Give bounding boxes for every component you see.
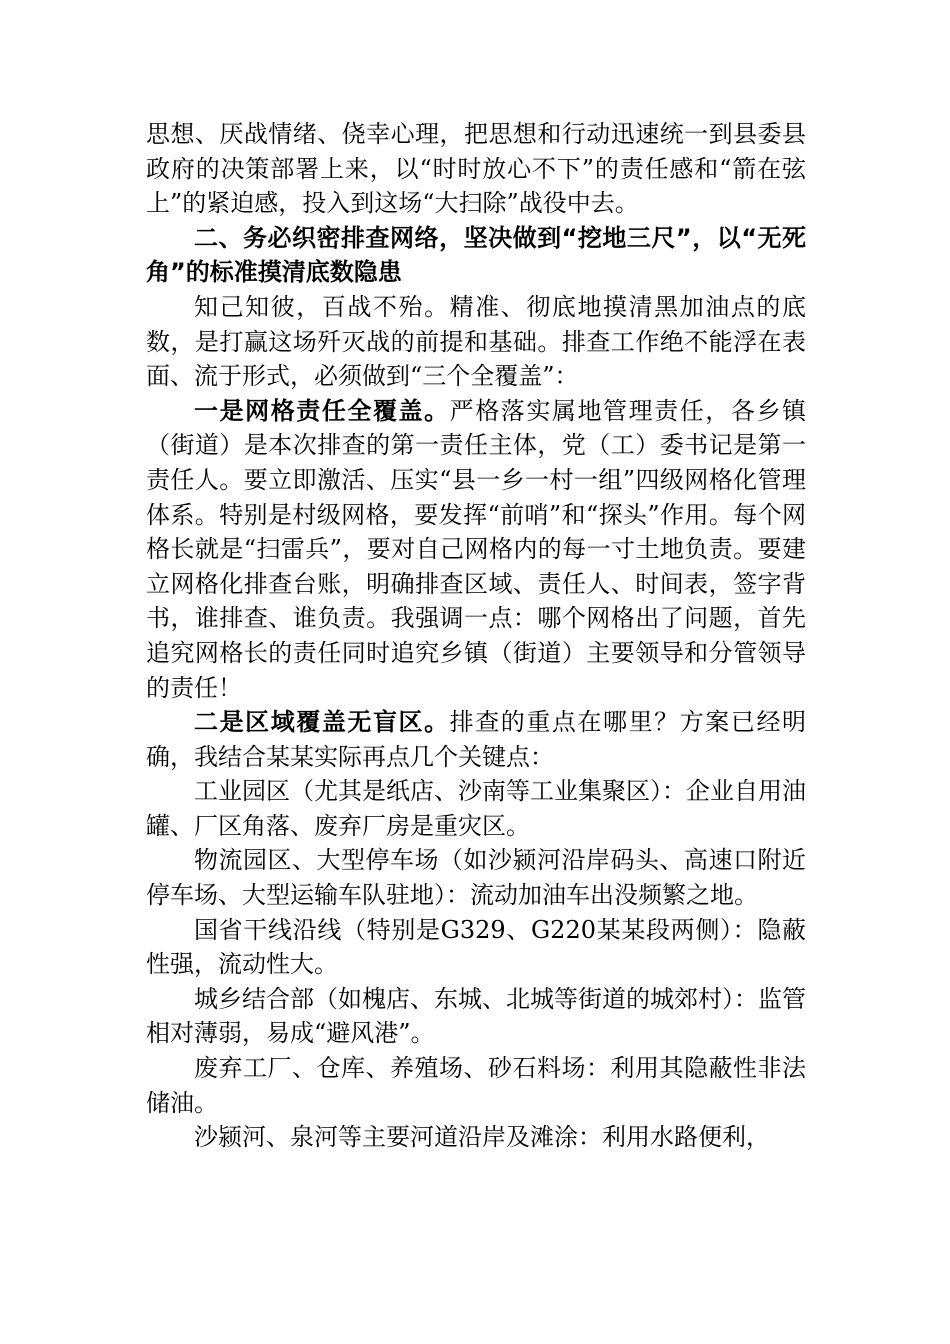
paragraph-text: 严格落实属地管理责任，各乡镇（街道）是本次排查的第一责任主体，党（工）委书记是第一责任人。要立即激活、压实“县一乡一村一组”四级网格化管理体系。特别是村级网格，要发挥“前哨”和“探头”作用。每个网格长就是“扫雷兵”，要对自己网格内的每一寸土地负责。要建立网格化排查台账，明确排查区域、责任人、时间表，签字背书，谁排查、谁负责。我强调一点：哪个网格出了问题，首先追究网格长的责任同时追究乡镇（街道）主要领导和分管领导的责任！ bbox=[146, 396, 807, 702]
paragraph-grid-responsibility bbox=[146, 394, 806, 705]
paragraph-area-coverage bbox=[146, 705, 806, 774]
paragraph-continuation: 思想、厌战情绪、侥幸心理，把思想和行动迅速统一到县委县政府的决策部署上来，以“时时放心不下”的责任感和“箭在弦上”的紧迫感，投入到这场“大扫除”战役中去。 bbox=[146, 120, 806, 218]
paragraph-rivers: 沙颍河、泉河等主要河道沿岸及滩涂：利用水路便利， bbox=[194, 1123, 770, 1152]
paragraph-abandoned-sites: 废弃工厂、仓库、养殖场、砂石料场：利用其隐蔽性非法储油。 bbox=[146, 1054, 806, 1117]
document-body bbox=[146, 117, 806, 1155]
paragraph-logistics-parks: 物流园区、大型停车场（如沙颍河沿岸码头、高速口附近停车场、大型运输车队驻地）：流动加油车出没频繁之地。 bbox=[146, 846, 806, 910]
paragraph-industrial-parks: 工业园区（尤其是纸店、沙南等工业集聚区）：企业自用油罐、厂区角落、废弃厂房是重灾区。 bbox=[146, 777, 806, 840]
paragraph-highways: 国省干线沿线（特别是G329、G220某某段两侧）：隐蔽性强，流动性大。 bbox=[146, 915, 806, 979]
paragraph-text: 排查的重点在哪里？方案已经明确，我结合某某实际再点几个关键点： bbox=[146, 708, 807, 771]
paragraph-lead: 二是区域覆盖无盲区。 bbox=[194, 708, 450, 737]
paragraph-intro: 知己知彼，百战不殆。精准、彻底地摸清黑加油点的底数，是打赢这场歼灭战的前提和基础。排查工作绝不能浮在表面、流于形式，必须做到“三个全覆盖”： bbox=[146, 292, 806, 391]
section-heading-2: 二、务必织密排查网络，坚决做到“挖地三尺”，以“无死角”的标准摸清底数隐患 bbox=[146, 223, 806, 287]
paragraph-lead: 一是网格责任全覆盖。 bbox=[194, 396, 450, 425]
paragraph-urban-rural: 城乡结合部（如槐店、东城、北城等街道的城郊村）：监管相对薄弱，易成“避风港”。 bbox=[146, 984, 806, 1048]
